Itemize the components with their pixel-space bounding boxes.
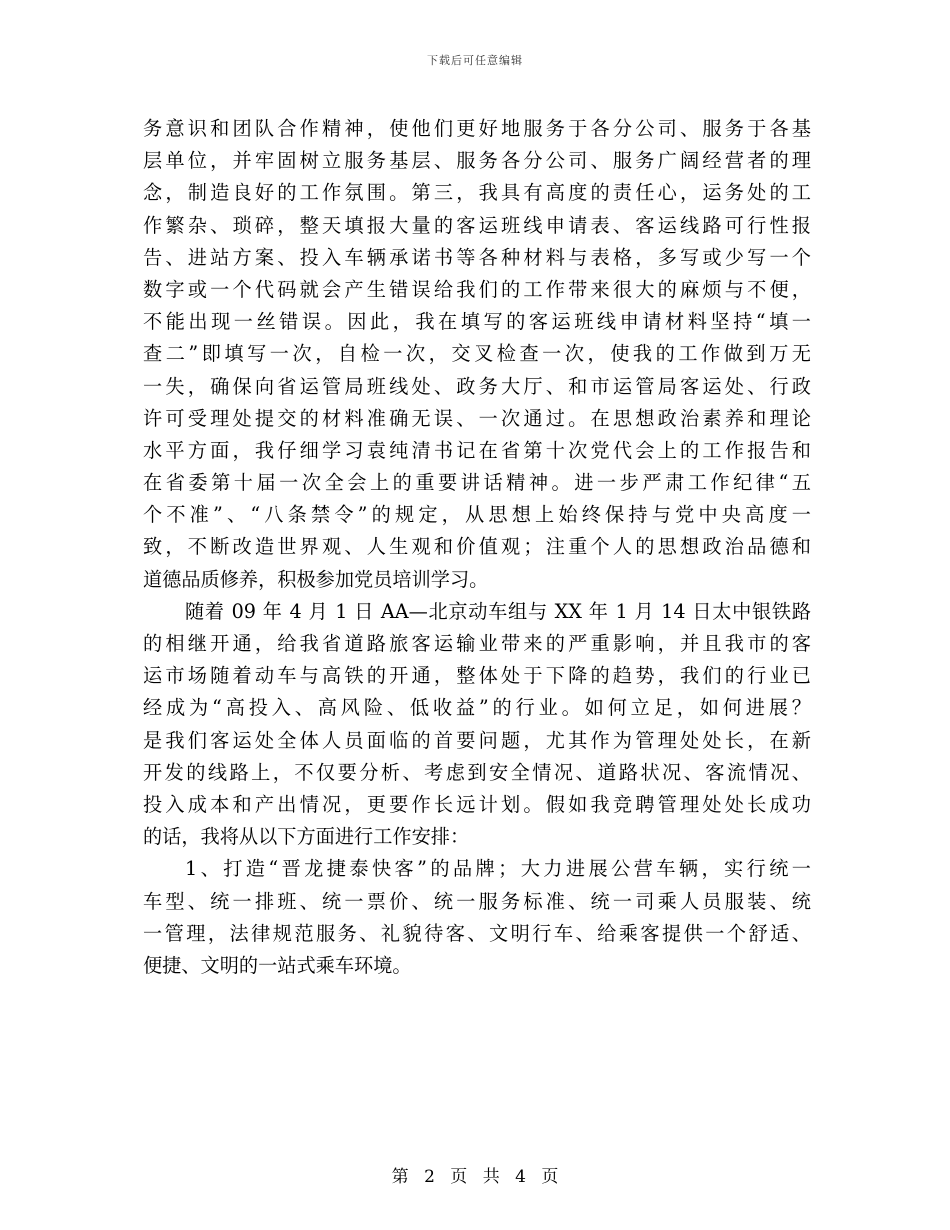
paragraph-line: 查二”即填写一次，自检一次，交叉检查一次，使我的工作做到万无 [143, 342, 811, 366]
paragraph-line: 作繁杂、琐碎，整天填报大量的客运班线申请表、客运线路可行性报 [143, 213, 811, 237]
paragraph-line: 告、进站方案、投入车辆承诺书等各种材料与表格，多写或少写一个 [143, 245, 811, 269]
paragraph-line: 不能出现一丝错误。因此，我在填写的客运班线申请材料坚持“填一 [143, 310, 811, 334]
paragraph-line: 一失，确保向省运管局班线处、政务大厅、和市运管局客运处、行政 [143, 374, 811, 398]
paragraph-line: 许可受理处提交的材料准确无误、一次通过。在思想政治素养和理论 [143, 406, 811, 430]
paragraph-line: 投入成本和产出情况，更要作长远计划。假如我竞聘管理处处长成功 [143, 792, 811, 816]
paragraph-line: 个不准”、“八条禁令”的规定，从思想上始终保持与党中央高度一 [143, 503, 811, 527]
paragraph-line: 的话，我将从以下方面进行工作安排： [143, 825, 470, 849]
page-label-prefix: 第 [391, 1167, 409, 1187]
paragraph-line: 经成为“高投入、高风险、低收益”的行业。如何立足，如何进展？ [143, 696, 811, 720]
paragraph-line: 随着 09 年 4 月 1 日 AA—北京动车组与 XX 年 1 月 14 日太中银铁路 [185, 599, 811, 623]
page-current-number: 2 [424, 1167, 435, 1187]
paragraph-line: 便捷、文明的一站式乘车环境。 [143, 953, 412, 977]
paragraph-line: 的相继开通，给我省道路旅客运输业带来的严重影响，并且我市的客 [143, 632, 811, 655]
paragraph-line: 水平方面，我仔细学习袁纯清书记在省第十次党代会上的工作报告和 [143, 438, 811, 462]
paragraph-line: 一管理，法律规范服务、礼貌待客、文明行车、给乘客提供一个舒适、 [143, 921, 811, 945]
paragraph-line: 数字或一个代码就会产生错误给我们的工作带来很大的麻烦与不便， [143, 277, 811, 301]
page-footer [0, 1162, 950, 1187]
page-total-label: 共 [482, 1167, 500, 1187]
page-label-unit: 页 [450, 1167, 468, 1187]
paragraph-line: 在省委第十届一次全会上的重要讲话精神。进一步严肃工作纪律“五 [143, 471, 811, 495]
paragraph-line: 念，制造良好的工作氛围。第三，我具有高度的责任心，运务处的工 [143, 181, 811, 205]
page-total-number: 4 [515, 1167, 526, 1187]
paragraph-line: 是我们客运处全体人员面临的首要问题，尤其作为管理处处长，在新 [143, 728, 811, 752]
paragraph-line: 运市场随着动车与高铁的开通，整体处于下降的趋势，我们的行业已 [143, 664, 811, 688]
paragraph-line: 道德品质修养，积极参加党员培训学习。 [143, 567, 489, 591]
paragraph-line: 致，不断改造世界观、人生观和价值观；注重个人的思想政治品德和 [143, 535, 811, 559]
paragraph-line: 层单位，并牢固树立服务基层、服务各分公司、服务广阔经营者的理 [143, 149, 811, 173]
paragraph-line: 务意识和团队合作精神，使他们更好地服务于各分公司、服务于各基 [143, 117, 811, 140]
paragraph-line: 1、打造“晋龙捷泰快客”的品牌；大力进展公营车辆，实行统一 [185, 857, 811, 881]
page-header-note: 下载后可任意编辑 [427, 54, 523, 67]
document-body [143, 113, 811, 982]
paragraph-line: 车型、统一排班、统一票价、统一服务标准、统一司乘人员服装、统 [143, 889, 811, 913]
paragraph-line: 开发的线路上，不仅要分析、考虑到安全情况、道路状况、客流情况、 [143, 760, 811, 784]
page-label-suffix: 页 [541, 1167, 559, 1187]
